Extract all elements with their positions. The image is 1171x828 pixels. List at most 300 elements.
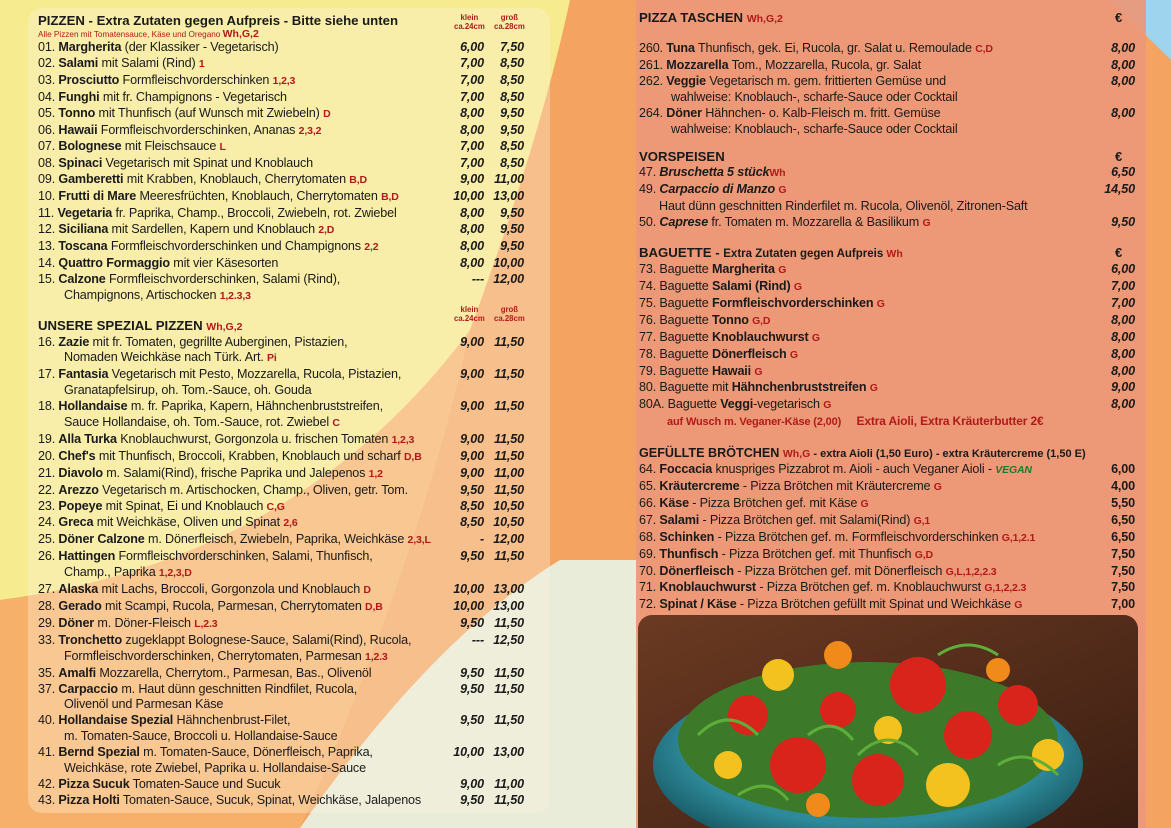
price-large: 9,50 [500, 221, 524, 236]
item-number: 01. [38, 40, 56, 54]
item-price: 7,00 [1111, 295, 1135, 310]
menu-item-row [38, 682, 544, 698]
menu-item-row [38, 449, 544, 466]
item-description: fr. Tomaten m. Mozzarella & Basilikum [708, 215, 923, 230]
price-large: 9,50 [500, 122, 524, 137]
item-name: Bruschetta 5 stück [659, 165, 770, 180]
price-large: 9,50 [500, 206, 524, 221]
price-small: 9,50 [460, 482, 484, 497]
item-name: Bernd Spezial [58, 745, 140, 760]
allergen-codes: 1,2,3 [391, 433, 415, 446]
item-number: 21. [38, 465, 56, 480]
item-name: Knoblauchwurst [712, 329, 809, 344]
item-description: Formfleischvorderschinken, Ananas [97, 122, 299, 137]
allergen-codes: 2,6 [283, 517, 298, 530]
item-name: Zazie [58, 334, 90, 349]
allergen-codes: L [219, 141, 226, 154]
item-description: - Pizza Brötchen gef. mit Käse [688, 495, 861, 510]
item-name: Tronchetto [58, 632, 122, 647]
item-name: Greca [58, 515, 94, 530]
item-prefix: Baguette mit [659, 380, 732, 395]
item-price: 6,50 [1111, 512, 1135, 527]
price-small: 6,00 [460, 40, 484, 54]
item-description: mit Weichkäse, Oliven und Spinat [93, 515, 284, 530]
item-name: Amalfi [58, 665, 97, 680]
price-small: 9,50 [460, 665, 484, 680]
item-number: 08. [38, 156, 56, 171]
item-description: Formfleischvorderschinken und Champignons [107, 238, 365, 253]
item-number: 75. [639, 295, 657, 310]
item-number: 261. [639, 57, 663, 72]
menu-item-continuation [38, 649, 544, 666]
item-number: 76. [639, 312, 657, 327]
menu-item-row [639, 397, 1140, 414]
baguette-list [639, 262, 1140, 414]
currency-label: € [1115, 10, 1123, 25]
price-small: 8,00 [460, 105, 484, 120]
item-description: m. Dönerfleisch, Zwiebeln, Paprika, Weichkäse [144, 532, 408, 547]
item-number: 23. [38, 498, 56, 513]
menu-item-row [38, 633, 544, 649]
item-price: 4,00 [1111, 479, 1135, 494]
broetchen-header: GEFÜLLTE BRÖTCHEN Wh,G - extra Aioli (1,50 Euro) - extra Kräutercreme (1,50 E) [639, 446, 1086, 461]
item-name: Dönerfleisch [659, 563, 734, 578]
item-description: - Pizza Brötchen gef. m. Knoblauchwurst [755, 580, 985, 595]
menu-item-row [38, 515, 544, 532]
menu-item-row [38, 745, 544, 761]
menu-item-row [639, 106, 1140, 122]
allergen-codes: G [778, 184, 787, 197]
menu-item-row [639, 347, 1140, 364]
menu-item-continuation [38, 697, 544, 713]
price-large: 8,50 [500, 139, 524, 154]
item-number: 20. [38, 448, 56, 463]
item-name: Salami [58, 55, 99, 70]
item-name: Veggi [720, 397, 754, 412]
menu-item-row [38, 239, 544, 256]
menu-item-row [38, 499, 544, 516]
price-small: 9,00 [460, 776, 484, 791]
item-name: Döner [58, 615, 95, 630]
allergen-codes: G,D [914, 548, 933, 561]
allergen-codes: G [933, 481, 942, 494]
price-large: 13,00 [493, 189, 524, 204]
item-prefix: Baguette [659, 295, 712, 310]
item-price: 6,00 [1111, 262, 1135, 277]
price-small: 9,00 [460, 172, 484, 187]
item-price: 7,00 [1111, 597, 1135, 612]
allergen-codes: G,L,1,2,2.3 [945, 565, 997, 578]
spezial-list [38, 335, 544, 809]
item-number: 40. [38, 713, 56, 728]
taschen-list [639, 41, 1140, 137]
allergen-codes: 2,3,2 [298, 124, 322, 137]
item-price: 7,00 [1111, 278, 1135, 293]
item-prefix: Baguette [659, 278, 712, 293]
broetchen-list [639, 462, 1140, 614]
item-number: 33. [38, 632, 56, 647]
price-small: --- [471, 632, 484, 647]
item-name: Schinken [659, 529, 715, 544]
item-description: mit Salami (Rind) [98, 55, 199, 70]
item-description: (der Klassiker - Vegetarisch) [121, 40, 279, 54]
price-small: 8,50 [460, 498, 484, 513]
item-description: m. Döner-Fleisch [94, 615, 195, 630]
item-number: 27. [38, 582, 56, 597]
allergen-codes: 1,2.3,3 [219, 289, 251, 302]
price-small: 10,00 [453, 582, 484, 597]
price-large: 9,50 [500, 238, 524, 253]
item-name: Mozzarella [666, 57, 729, 72]
menu-item-continuation [38, 350, 544, 367]
item-description: Vegetarisch mit Pesto, Mozzarella, Rucola, Pistazien, [108, 367, 402, 382]
item-price: 6,50 [1111, 529, 1135, 544]
price-large: 12,00 [493, 271, 524, 286]
item-number: 35. [38, 665, 56, 680]
item-description-cont: Haut dünn geschnitten Rinderfilet m. Rucola, Olivenöl, Zitronen-Saft [659, 199, 1028, 214]
currency-label: € [1115, 245, 1123, 261]
price-large: 11,50 [494, 367, 524, 382]
item-number: 49. [639, 182, 657, 197]
menu-item-row [639, 165, 1140, 182]
item-price: 5,50 [1111, 495, 1135, 510]
price-small: 9,50 [460, 681, 484, 696]
allergen-codes: G,1 [913, 514, 931, 527]
menu-item-row [639, 58, 1140, 74]
item-name: Calzone [58, 271, 106, 286]
allergen-codes: G [876, 297, 885, 310]
item-number: 25. [38, 532, 56, 547]
item-name: Margherita [712, 262, 775, 277]
item-description: Formfleischvorderschinken, Salami (Rind), [105, 271, 341, 286]
menu-item-row [38, 73, 544, 90]
price-small: 9,00 [460, 399, 484, 414]
item-name: Alla Turka [58, 431, 117, 446]
menu-item-row [639, 380, 1140, 397]
allergen-codes: B,D [349, 174, 367, 187]
menu-item-continuation [38, 761, 544, 777]
item-prefix: Baguette [659, 262, 712, 277]
item-price: 8,00 [1111, 105, 1135, 120]
item-name: Carpaccio di Manzo [659, 182, 775, 197]
item-price: 14,50 [1104, 182, 1135, 197]
item-name: Hollandaise Spezial [58, 713, 174, 728]
price-large: 13,00 [493, 745, 524, 760]
menu-item-row [639, 215, 1140, 232]
item-number: 09. [38, 172, 56, 187]
item-number: 22. [38, 482, 56, 497]
item-name: Hawaii [58, 122, 98, 137]
allergen-codes: 2,3,L [407, 534, 431, 547]
menu-item-row [639, 364, 1140, 381]
allergen-codes: Wh [769, 167, 786, 180]
item-price: 8,00 [1111, 346, 1135, 361]
menu-item-continuation [639, 199, 1140, 215]
allergen-codes: D [323, 107, 331, 120]
currency-label: € [1115, 149, 1123, 165]
allergen-codes: 1 [198, 57, 205, 70]
price-large: 11,50 [494, 713, 524, 728]
menu-item-row [38, 399, 544, 415]
item-name: Dönerfleisch [712, 346, 787, 361]
price-small: 9,00 [460, 431, 484, 446]
menu-item-row [38, 666, 544, 682]
item-description-cont: Champignons, Artischocken [64, 287, 220, 302]
item-price: 7,50 [1111, 546, 1135, 561]
pizzen-header [38, 13, 544, 29]
price-large: 11,50 [494, 549, 524, 564]
menu-item-row [38, 90, 544, 106]
item-description-cont: Nomaden Weichkäse nach Türk. Art. [64, 350, 268, 365]
item-prefix: Baguette [659, 312, 712, 327]
item-price: 8,00 [1111, 397, 1135, 412]
price-small: 8,00 [460, 221, 484, 236]
price-large: 8,50 [500, 89, 524, 104]
item-description: mit fr. Champignons - Vegetarisch [99, 89, 287, 104]
menu-item-row [639, 462, 1140, 479]
item-number: 16. [38, 334, 56, 349]
price-small: 10,00 [453, 599, 484, 613]
price-large: 10,50 [493, 498, 524, 513]
item-number: 15. [38, 271, 56, 286]
item-number: 78. [639, 346, 657, 361]
allergen-codes: G [860, 497, 869, 510]
menu-item-row [38, 123, 544, 140]
menu-item-row [38, 189, 544, 206]
item-price: 6,00 [1111, 462, 1135, 477]
menu-item-row [639, 330, 1140, 347]
item-description: mit Krabben, Knoblauch, Cherrytomaten [123, 172, 350, 187]
allergen-codes: 1,2,3 [272, 74, 296, 87]
menu-item-row [639, 279, 1140, 296]
item-description-cont: Olivenöl und Parmesan Käse [64, 697, 224, 712]
item-number: 68. [639, 529, 657, 544]
item-name: Quattro Formaggio [58, 255, 170, 270]
price-small: 10,00 [453, 745, 484, 760]
item-number: 50. [639, 215, 657, 230]
item-number: 70. [639, 563, 657, 578]
item-number: 42. [38, 776, 56, 791]
item-description: Hähnchenbrust-Filet, [173, 713, 291, 728]
menu-item-row [639, 580, 1140, 597]
item-name: Tonno [58, 105, 96, 120]
price-small: 9,50 [460, 713, 484, 728]
item-description: Hähnchen- o. Kalb-Fleisch m. fritt. Gemüse [701, 105, 941, 120]
item-price: 6,50 [1111, 165, 1135, 180]
price-large: 11,50 [494, 681, 524, 696]
price-large: 11,50 [494, 615, 524, 630]
menu-item-row [38, 549, 544, 565]
item-name: Foccacia [659, 462, 713, 477]
item-name: Hawaii [712, 363, 751, 378]
item-number: 07. [38, 139, 56, 154]
item-name: Gamberetti [58, 172, 124, 187]
price-small: 8,50 [460, 515, 484, 530]
item-prefix: Baguette [659, 346, 712, 361]
item-number: 65. [639, 479, 657, 494]
item-number: 80A. [639, 397, 665, 412]
allergen-codes: D,B [404, 450, 422, 463]
allergen-codes: G [793, 280, 802, 293]
item-description-cont: wahlweise: Knoblauch-, scharfe-Sauce oder Cocktail [671, 121, 958, 136]
item-number: 17. [38, 367, 56, 382]
item-name: Veggie [666, 73, 706, 88]
item-description-cont: Champ., Paprika [64, 565, 159, 580]
item-number: 72. [639, 597, 657, 612]
menu-item-row [639, 513, 1140, 530]
price-small: 9,50 [460, 549, 484, 564]
item-price: 8,00 [1111, 57, 1135, 72]
taschen-header: PIZZA TASCHEN Wh,G,2 € [639, 10, 1123, 25]
menu-item-row [38, 532, 544, 549]
price-large: 8,50 [500, 55, 524, 70]
pizzen-note: Alle Pizzen mit Tomatensauce, Käse und Oregano Wh,G,2 [38, 28, 259, 40]
item-name: Bolognese [58, 139, 122, 154]
item-description: fr. Paprika, Champ., Broccoli, Zwiebeln, rot. Zwiebel [112, 206, 397, 221]
item-description: - Pizza Brötchen gefüllt mit Spinat und Weichkäse [736, 597, 1015, 612]
menu-item-continuation [38, 565, 544, 582]
item-number: 12. [38, 221, 56, 236]
item-number: 69. [639, 546, 657, 561]
item-number: 66. [639, 495, 657, 510]
menu-item-row [639, 496, 1140, 513]
item-prefix: Baguette [667, 397, 721, 412]
menu-item-row [38, 582, 544, 599]
menu-item-row [38, 793, 544, 809]
price-small: --- [471, 271, 484, 286]
item-description-cont: Weichkäse, rote Zwiebel, Paprika u. Hollandaise-Sauce [64, 761, 366, 776]
item-number: 10. [38, 189, 56, 204]
vegan-cheese-note: auf Wusch m. Veganer-Käse (2,00) [667, 416, 842, 429]
allergen-codes: 1,2 [368, 467, 383, 480]
allergen-codes: G,D [752, 314, 771, 327]
item-name: Kräutercreme [659, 479, 740, 494]
item-description-cont: Granatapfelsirup, oh. Tom.-Sauce, oh. Gouda [64, 383, 312, 398]
allergen-codes: Pi [267, 352, 277, 365]
price-large: 11,00 [494, 465, 524, 480]
item-number: 05. [38, 105, 56, 120]
menu-item-row [639, 41, 1140, 58]
item-number: 26. [38, 549, 56, 564]
allergen-codes: 2,D [318, 223, 335, 236]
price-small: 7,00 [460, 156, 484, 171]
price-large: 11,50 [494, 665, 524, 680]
item-number: 71. [639, 580, 657, 595]
item-name: Tuna [666, 41, 695, 55]
item-number: 264. [639, 105, 663, 120]
item-number: 260. [639, 41, 663, 55]
price-large: 11,50 [494, 448, 524, 463]
item-name: Pizza Holti [58, 792, 120, 807]
price-small: 9,00 [460, 334, 484, 349]
item-number: 37. [38, 681, 56, 696]
item-name: Gerado [58, 599, 102, 613]
menu-item-row [38, 466, 544, 483]
item-price: 8,00 [1111, 329, 1135, 344]
item-number: 03. [38, 72, 56, 87]
price-small: 8,00 [460, 122, 484, 137]
price-large: 10,50 [493, 515, 524, 530]
price-small: 9,00 [460, 367, 484, 382]
item-number: 06. [38, 122, 56, 137]
item-description: mit Thunfisch (auf Wunsch mit Zwiebeln) [95, 105, 324, 120]
item-prefix: Baguette [659, 329, 712, 344]
item-price: 8,00 [1111, 312, 1135, 327]
item-description: mit vier Käsesorten [169, 255, 279, 270]
menu-item-row [639, 296, 1140, 313]
price-large: 11,00 [494, 172, 524, 187]
item-description: - Pizza Brötchen gef. mit Thunfisch [718, 546, 915, 561]
allergen-codes: C,G [266, 500, 285, 513]
price-large: 7,50 [500, 40, 524, 54]
item-description: - Pizza Brötchen gef. m. Formfleischvorderschinken [714, 529, 1002, 544]
item-name: Döner Calzone [58, 532, 145, 547]
item-name: Toscana [58, 238, 108, 253]
item-name: Funghi [58, 89, 100, 104]
menu-item-row [38, 777, 544, 793]
price-small: 7,00 [460, 55, 484, 70]
allergen-codes: C,D [975, 43, 993, 55]
menu-item-row [38, 156, 544, 172]
item-description: m. Haut dünn geschnitten Rindfilet, Rucola, [117, 681, 358, 696]
item-name: Tonno [712, 312, 749, 327]
vorspeisen-list [639, 165, 1140, 232]
item-number: 262. [639, 73, 663, 88]
price-small: 7,00 [460, 89, 484, 104]
item-number: 77. [639, 329, 657, 344]
item-price: 8,00 [1111, 73, 1135, 88]
allergen-codes: D [363, 584, 371, 597]
price-large: 11,50 [494, 399, 524, 414]
item-name: Formfleischvorderschinken [712, 295, 874, 310]
item-description: mit Spinat, Ei und Knoblauch [102, 498, 267, 513]
price-small: 7,00 [460, 139, 484, 154]
item-description: mit Sardellen, Kapern und Knoblauch [108, 221, 319, 236]
item-description: Meeresfrüchten, Knoblauch, Cherrytomaten [136, 189, 382, 204]
menu-item-continuation [38, 729, 544, 745]
allergen-codes: G [811, 331, 820, 344]
price-large: 12,00 [493, 532, 524, 547]
menu-item-continuation [38, 288, 544, 305]
item-number: 29. [38, 615, 56, 630]
item-number: 64. [639, 462, 657, 477]
pizzen-list [38, 40, 544, 305]
allergen-codes: 1,2,3,D [158, 567, 192, 580]
menu-item-row [639, 547, 1140, 564]
size-small-label-2: klein ca.24cm [454, 304, 485, 323]
menu-item-row [38, 56, 544, 73]
vegan-label: VEGAN [995, 464, 1032, 477]
item-name: Popeye [58, 498, 103, 513]
allergen-codes: G [869, 382, 878, 395]
extra-toppings-note: Extra Aioli, Extra Kräuterbutter 2€ [856, 414, 1044, 429]
menu-item-row [639, 597, 1140, 614]
menu-item-row [38, 483, 544, 499]
item-description: Mozzarella, Cherrytom., Parmesan, Bas., Olivenöl [96, 665, 372, 680]
menu-item-continuation [38, 415, 544, 432]
item-name: Knoblauchwurst [659, 580, 756, 595]
allergen-codes: G [778, 264, 787, 277]
item-price: 9,00 [1111, 380, 1135, 395]
item-description: Formfleischvorderschinken [119, 72, 273, 87]
item-number: 67. [639, 512, 657, 527]
price-small: 9,00 [460, 448, 484, 463]
item-name: Alaska [58, 582, 99, 597]
price-small: 9,50 [460, 792, 484, 807]
allergen-codes: L,2.3 [194, 617, 218, 630]
item-description: Tomaten-Sauce und Sucuk [129, 776, 281, 791]
item-name: Salami [659, 512, 700, 527]
